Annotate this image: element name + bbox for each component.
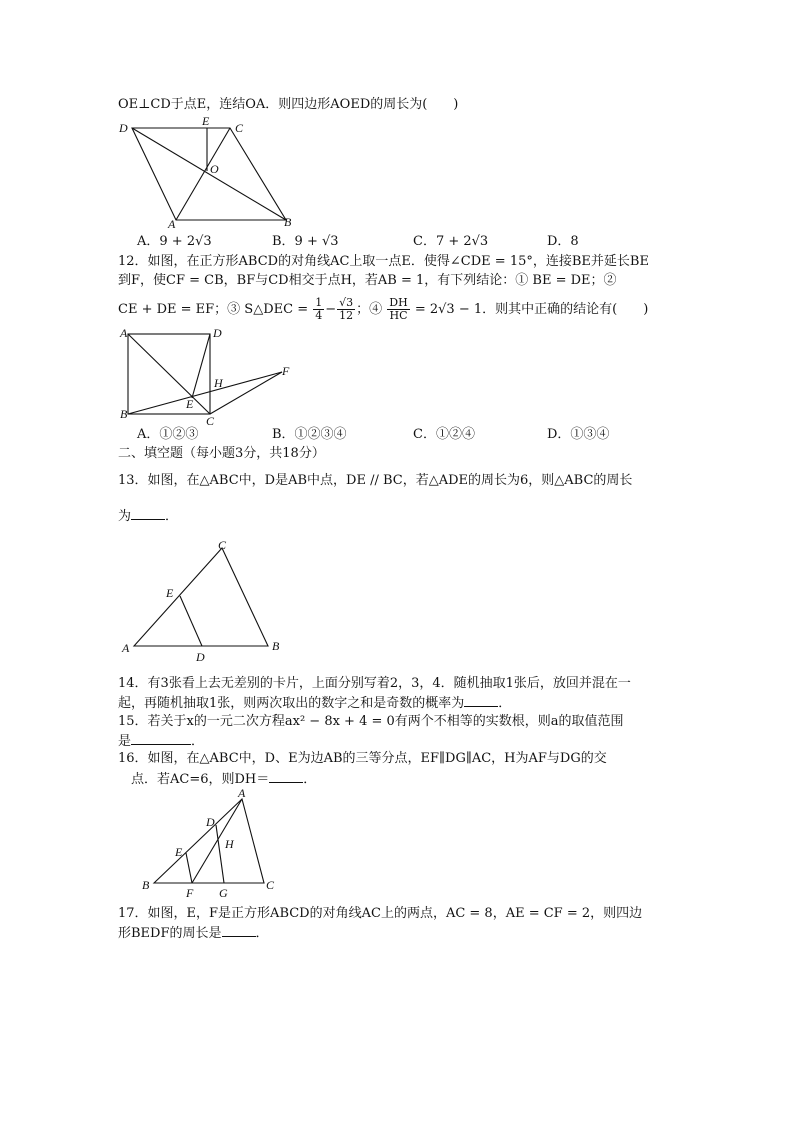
q12-option-b[interactable]: B．①②③④	[272, 427, 347, 442]
q11-label-E: E	[202, 114, 210, 128]
q12-label-B: B	[120, 407, 128, 421]
q16-label-B: B	[142, 878, 150, 892]
q13-label-C: C	[218, 538, 227, 552]
q16-label-E: E	[175, 845, 183, 859]
q12-minus: −	[325, 302, 337, 317]
q13-label-B: B	[272, 639, 280, 653]
q15-answer-blank[interactable]	[131, 732, 191, 745]
q12-label-A: A	[120, 326, 128, 340]
q13-line1: 13．如图，在△ABC中，D是AB中点，DE // BC，若△ADE的周长为6，则△ABC的周长	[118, 473, 633, 488]
q16-answer-blank[interactable]	[269, 770, 303, 783]
q13-label-A: A	[122, 641, 130, 655]
section-heading: 二、填空题（每小题3分，共18分）	[118, 446, 325, 461]
q12-label-E: E	[186, 397, 194, 411]
q12-option-a[interactable]: A．①②③	[137, 427, 199, 442]
q11-label-B: B	[284, 215, 292, 229]
q13-label-D: D	[196, 650, 205, 664]
q12-line2: 到F，使CF = CB，BF与CD相交于点H，若AB = 1，有下列结论：① BE = DE；②	[118, 273, 617, 288]
q12-line3-c: = 2√3 − 1．则其中正确的结论有( )	[410, 302, 649, 317]
q12-frac1: $\frac{1}{4}$	[315, 296, 323, 322]
q13-figure	[118, 536, 293, 664]
q12-label-F: F	[282, 364, 290, 378]
q12-label-D: D	[213, 326, 222, 340]
q11-option-b[interactable]: B．9 + √3	[272, 234, 339, 249]
q17-line2: 形BEDF的周长是 ．	[118, 926, 269, 941]
q12-label-H: H	[214, 376, 223, 390]
q14-line2: 起，再随机抽取1张，则两次取出的数字之和是奇数的概率为 ．	[118, 696, 512, 711]
q12-frac2: $\frac{√3}{12}$	[339, 296, 354, 322]
q12-option-c[interactable]: C．①②④	[413, 427, 475, 442]
q13-line2: 为 ．	[118, 509, 179, 524]
q11-option-d[interactable]: D．8	[547, 234, 579, 249]
q11-option-c[interactable]: C．7 + 2√3	[413, 234, 489, 249]
q12-line1: 12．如图，在正方形ABCD的对角线AC上取一点E．使得∠CDE = 15°，连接BE并延长BE	[118, 254, 649, 269]
q16-label-C: C	[266, 878, 275, 892]
q12-line3-b: ；④	[356, 302, 387, 317]
q11-label-C: C	[235, 121, 244, 135]
q12-line3	[118, 297, 648, 322]
q15-line2: 是 ．	[118, 734, 205, 749]
q12-figure	[116, 328, 296, 428]
q14-answer-blank[interactable]	[464, 694, 498, 707]
q16-label-G: G	[219, 886, 228, 900]
q16-line1: 16．如图，在△ABC中，D、E为边AB的三等分点，EF∥DG∥AC，H为AF与DG的交	[118, 751, 607, 766]
q11-label-O: O	[210, 162, 219, 176]
q13-answer-blank[interactable]	[131, 507, 165, 520]
q16-label-H: H	[225, 837, 234, 851]
q16-label-A: A	[238, 786, 246, 800]
q16-line2: 点．若AC=6，则DH＝ ．	[118, 772, 317, 787]
q11-figure	[110, 114, 300, 231]
q12-frac3: $\frac{DH}{HC}$	[389, 296, 408, 322]
q11-stem: OE⊥CD于点E，连结OA．则四边形AOED的周长为( )	[118, 97, 459, 112]
q12-label-C: C	[206, 414, 215, 428]
q11-option-a[interactable]: A．9 + 2√3	[137, 234, 212, 249]
q16-label-D: D	[206, 815, 215, 829]
q16-figure	[138, 785, 288, 900]
q15-line1: 15．若关于x的一元二次方程ax² − 8x + 4 = 0有两个不相等的实数根，则a的取值范围	[118, 714, 624, 729]
q17-answer-blank[interactable]	[222, 924, 256, 937]
q12-line3-a: CE + DE = EF；③ S△DEC =	[118, 302, 313, 317]
q11-label-D: D	[119, 121, 128, 135]
q16-label-F: F	[186, 886, 194, 900]
q11-label-A: A	[168, 217, 176, 231]
q12-option-d[interactable]: D．①③④	[547, 427, 610, 442]
q17-line1: 17．如图，E，F是正方形ABCD的对角线AC上的两点，AC = 8，AE = CF = 2，则四边	[118, 906, 643, 921]
q14-line1: 14．有3张看上去无差别的卡片，上面分别写着2，3，4．随机抽取1张后，放回并混在一	[118, 676, 631, 691]
q13-label-E: E	[166, 586, 174, 600]
